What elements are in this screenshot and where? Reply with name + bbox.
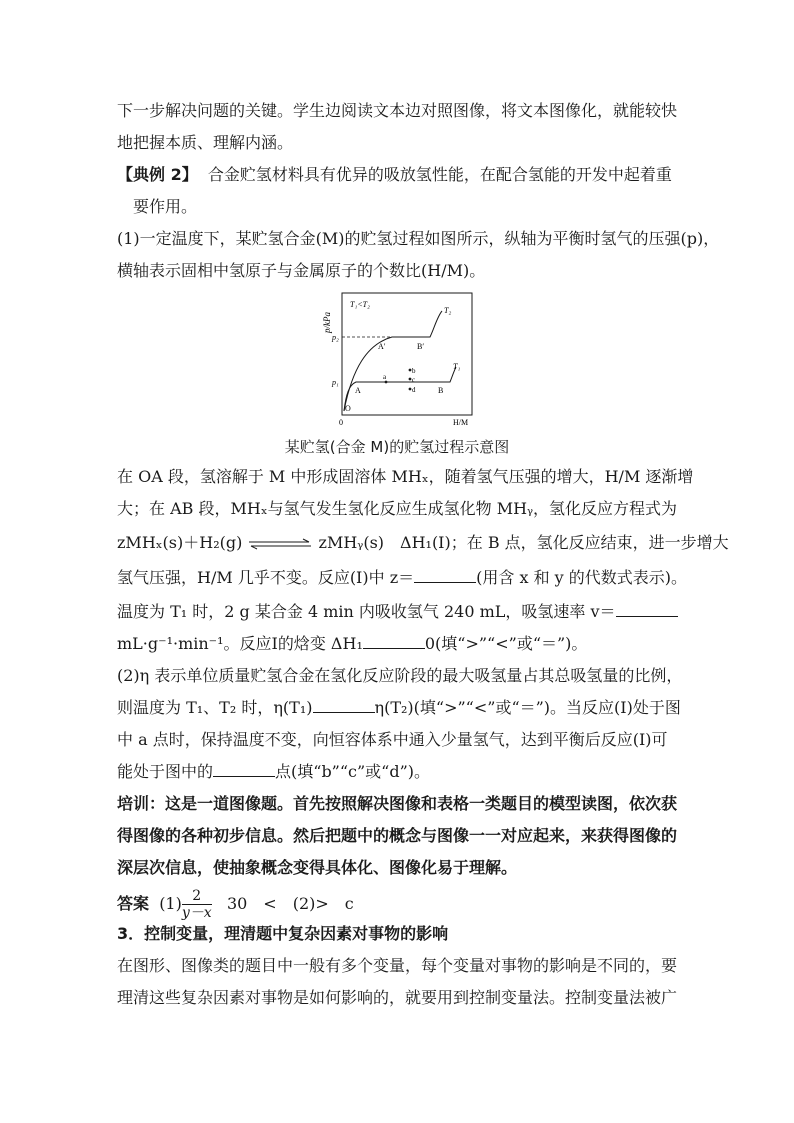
paragraph-line: 地把握本质、理解内涵。	[117, 133, 294, 152]
point-b-small-label: b	[412, 367, 416, 375]
question-line: (1)一定温度下，某贮氢合金(M)的贮氢过程如图所示，纵轴为平衡时氢气的压强(p)，	[117, 229, 720, 248]
answer-blank	[313, 698, 375, 713]
paragraph-line: 在图形、图像类的题目中一般有多个变量，每个变量对事物的影响是不同的，要	[117, 956, 678, 975]
question-line	[117, 602, 678, 622]
answer-line	[117, 888, 354, 921]
training-line: 深层次信息，使抽象概念变得具体化、图像化易于理解。	[117, 858, 518, 877]
origin-label: 0	[339, 418, 343, 427]
equilibrium-arrow-icon	[247, 538, 313, 550]
example-text: 合金贮氢材料具有优异的吸放氢性能，在配合氢能的开发中起着重	[207, 165, 672, 184]
question-text: 能处于图中的	[117, 762, 214, 781]
point-b-prime-label: B′	[417, 342, 425, 351]
fraction-denominator: y－x	[181, 905, 212, 921]
paragraph-line: 大；在 AB 段，MHₓ与氢气发生氢化反应生成氢化物 MHᵧ，氢化反应方程式为	[117, 499, 678, 518]
pressure-composition-diagram	[322, 289, 482, 429]
t2-curve	[344, 311, 442, 411]
question-text: mL·g⁻¹·min⁻¹。反应Ⅰ的焓变 ΔH₁	[117, 634, 363, 653]
y-axis-label: p/kPa	[322, 312, 332, 333]
section-heading: 3．控制变量，理清题中复杂因素对事物的影响	[117, 924, 449, 943]
answer-blank	[616, 602, 678, 617]
paragraph-line: 在 OA 段，氢溶解于 M 中形成固溶体 MHₓ，随着氢气压强的增大，H/M 逐渐增	[117, 467, 694, 486]
question-text: 点(填“b”“c”或“d”)。	[275, 762, 431, 781]
p1-label: p₁	[332, 378, 339, 387]
question-line: 横轴表示固相中氢原子与金属原子的个数比(H/M)。	[117, 261, 486, 280]
answer-blank	[363, 634, 425, 649]
answer-blank	[213, 762, 275, 777]
question-line: (2)η 表示单位质量贮氢合金在氢化反应阶段的最大吸氢量占其总吸氢量的比例，	[117, 666, 683, 685]
answer-fraction	[182, 888, 212, 921]
question-text: (用含 x 和 y 的代数式表示)。	[476, 568, 688, 587]
point-c-dot	[409, 378, 412, 381]
t2-label: T₂	[444, 306, 452, 315]
question-text: 0(填“>”“<”或“＝”)。	[424, 634, 588, 653]
question-text: η(T₂)(填“>”“<”或“＝”)。当反应(Ⅰ)处于图	[374, 698, 681, 717]
point-b-label: B	[438, 386, 444, 395]
point-c-small-label: c	[412, 376, 416, 384]
point-o-label: O	[345, 404, 351, 413]
point-a-prime-label: A′	[378, 342, 386, 351]
paragraph-line: 理清这些复杂因素对事物是如何影响的，就要用到控制变量法。控制变量法被广	[117, 988, 678, 1007]
example-line: 要作用。	[133, 197, 198, 216]
point-a-small-label: a	[383, 373, 387, 381]
question-text: 则温度为 T₁、T₂ 时，η(T₁)	[117, 698, 313, 717]
equation-right: zMHᵧ(s) ΔH₁(Ⅰ)；在 B 点，氢化反应结束，进一步增大	[318, 533, 729, 552]
paragraph-line: 下一步解决问题的关键。学生边阅读文本边对照图像，将文本图像化，就能较快	[117, 101, 678, 120]
point-d-small-label: d	[412, 386, 416, 394]
training-line: 培训：这是一道图像题。首先按照解决图像和表格一类题目的模型读图，依次获	[117, 794, 678, 813]
point-a-label: A	[355, 386, 361, 395]
plot-frame	[342, 293, 472, 415]
question-line: 中 a 点时，保持温度不变，向恒容体系中通入少量氢气，达到平衡后反应(Ⅰ)可	[117, 730, 668, 749]
question-line	[117, 568, 687, 588]
example-tag: 【典例 2】	[117, 165, 198, 184]
p2-label: p₂	[332, 333, 339, 342]
point-a-dot	[385, 381, 388, 384]
question-line	[117, 698, 681, 718]
equation-line	[117, 533, 729, 553]
question-line	[117, 634, 587, 654]
answer-rest: 30 < (2)> c	[226, 894, 354, 913]
fraction-numerator: 2	[182, 888, 212, 905]
figure-caption: 某贮氢(合金 M)的贮氢过程示意图	[284, 438, 510, 456]
answer-blank	[414, 568, 476, 583]
point-b-dot	[409, 369, 412, 372]
answer-label: 答案	[117, 894, 150, 913]
answer-part1: (1)	[159, 894, 182, 913]
point-d-dot	[409, 388, 412, 391]
question-line	[117, 762, 430, 782]
question-text: 氢气压强，H/M 几乎不变。反应(Ⅰ)中 z＝	[117, 568, 415, 587]
question-text: 温度为 T₁ 时，2 g 某合金 4 min 内吸收氢气 240 mL，吸氢速率 v＝	[117, 602, 616, 621]
t1-label: T₁	[453, 362, 461, 371]
training-line: 得图像的各种初步信息。然后把题中的概念与图像一一对应起来，来获得图像的	[117, 826, 678, 845]
example-line	[117, 165, 672, 185]
x-axis-label: H/M	[453, 418, 469, 427]
hydrogen-storage-figure	[322, 289, 482, 433]
equation-left: zMHₓ(s)＋H₂(g)	[117, 533, 243, 552]
temperature-condition: T₁<T₂	[350, 300, 370, 309]
